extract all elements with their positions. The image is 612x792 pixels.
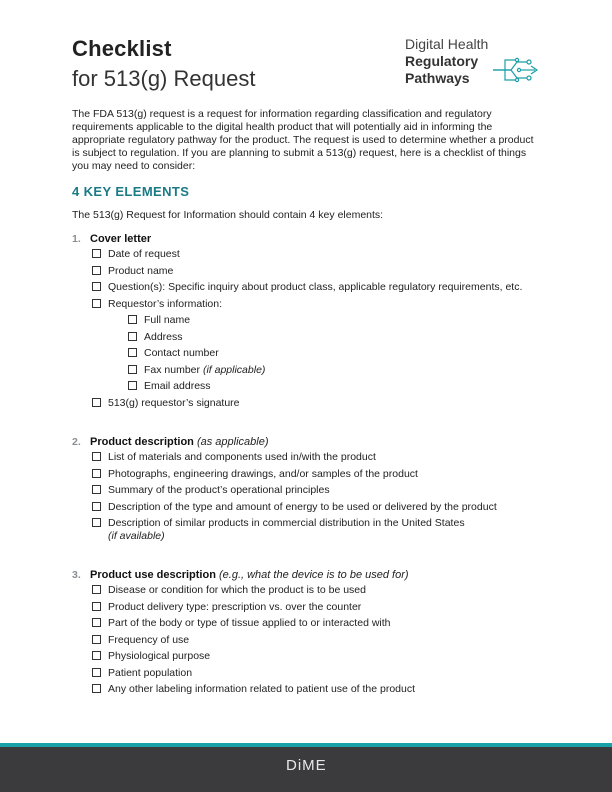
group-title-note: (as applicable) [196, 436, 269, 448]
logo-line-3: Pathways [405, 70, 470, 86]
checkbox[interactable] [92, 452, 101, 461]
item-note: (if available) [108, 529, 165, 542]
item-text: Patient population [108, 666, 193, 679]
item-text: Requestor’s information: [108, 297, 223, 310]
item-text: Address [144, 330, 183, 343]
checkbox[interactable] [92, 518, 101, 527]
group-title-text: Cover letter [90, 233, 152, 245]
checkbox[interactable] [92, 249, 101, 258]
checkbox[interactable] [92, 618, 101, 627]
section-lead: The 513(g) Request for Information should contain 4 key elements: [72, 209, 384, 221]
group-cover-letter [72, 232, 542, 413]
item-text: Frequency of use [108, 633, 190, 646]
item-text: Description of similar products in commercial distribution in the United States [108, 517, 465, 529]
checkbox[interactable] [92, 299, 101, 308]
checklist-item [72, 281, 542, 294]
item-text: Email address [144, 380, 211, 392]
checklist-item [72, 650, 542, 663]
page-title: Checklist [72, 36, 172, 61]
checkbox[interactable] [92, 266, 101, 275]
checkbox[interactable] [92, 585, 101, 594]
item-text: Any other labeling information related to patient use of the product [108, 683, 416, 695]
logo-line-1: Digital Health [405, 36, 489, 52]
checkbox[interactable] [128, 315, 137, 324]
item-text: 513(g) requestor’s signature [108, 396, 240, 409]
checklist-item [72, 468, 542, 481]
checklist-item [72, 667, 542, 680]
item-text: Disease or condition for which the product is to be used [108, 584, 366, 596]
item-text: Summary of the product’s operational principles [108, 484, 330, 496]
checklist-item [72, 298, 542, 311]
checkbox[interactable] [92, 602, 101, 611]
checklist-item [72, 517, 542, 542]
item-text: Full name [144, 314, 191, 326]
checkbox[interactable] [92, 684, 101, 693]
group-title-text: Product description [90, 436, 194, 448]
item-text: List of materials and components used in/with the product [108, 451, 376, 463]
item-text: Contact number [144, 347, 219, 359]
group-title [72, 232, 542, 248]
checkbox[interactable] [92, 668, 101, 677]
checklist-item [72, 397, 542, 410]
item-note: (if applicable) [202, 363, 266, 376]
checklist-item [72, 601, 542, 614]
checklist-item [72, 501, 542, 514]
checklist-item [72, 634, 542, 647]
checklist-item [72, 265, 542, 278]
dime-logo: DiME [286, 757, 327, 774]
section-heading: 4 KEY ELEMENTS [72, 184, 190, 199]
group-product-description [72, 435, 542, 546]
group-title-note: (e.g., what the device is to be used for) [218, 569, 409, 581]
checkbox[interactable] [128, 381, 137, 390]
checklist-item [72, 683, 542, 696]
item-text: Question(s): Specific inquiry about product class, applicable regulatory requirements, etc. [108, 281, 523, 293]
item-text: Description of the type and amount of energy to be used or delivered by the product [108, 500, 497, 513]
checklist-subitem [72, 331, 542, 344]
checklist-subitem [72, 380, 542, 393]
item-text: Product delivery type: prescription vs. over the counter [108, 600, 362, 613]
checkbox[interactable] [92, 502, 101, 511]
checklist-subitem [72, 347, 542, 360]
item-text: Product name [108, 264, 174, 277]
logo-line-2: Regulatory [405, 53, 479, 69]
group-title [72, 568, 542, 584]
intro-paragraph: The FDA 513(g) request is a request for information regarding classification and regulatory requirements applicable to the digital health product that will potentially aid in informing the appropriate regulatory pathway for the product. The request is used to determine whether a product is subject to regulation. If you are planning to submit a 513(g) request, here is a checklist of things you may need to consider: [72, 108, 534, 172]
item-text: Date of request [108, 248, 180, 260]
group-title-text: Product use description [90, 569, 216, 581]
checkbox[interactable] [92, 485, 101, 494]
group-number: 3. [72, 569, 81, 581]
checklist-item [72, 617, 542, 630]
checklist-subitem [72, 314, 542, 327]
item-text: Photographs, engineering drawings, and/or samples of the product [108, 467, 418, 480]
checklist-item [72, 584, 542, 597]
item-text: Physiological purpose [108, 650, 211, 662]
checkbox[interactable] [92, 635, 101, 644]
group-number: 1. [72, 233, 81, 245]
group-product-use [72, 568, 542, 700]
checklist-item [72, 451, 542, 464]
page-subtitle: for 513(g) Request [72, 66, 256, 91]
checkbox[interactable] [92, 651, 101, 660]
checkbox[interactable] [128, 365, 137, 374]
item-text: Part of the body or type of tissue applied to or interacted with [108, 617, 391, 629]
digital-health-logo [405, 36, 545, 94]
checkbox[interactable] [92, 398, 101, 407]
circuit-arrow-icon [491, 54, 541, 86]
checklist-subitem [72, 364, 542, 377]
checkbox[interactable] [128, 332, 137, 341]
checkbox[interactable] [92, 469, 101, 478]
checkbox[interactable] [128, 348, 137, 357]
checklist-item [72, 248, 542, 261]
checklist-item [72, 484, 542, 497]
checkbox[interactable] [92, 282, 101, 291]
group-number: 2. [72, 436, 81, 448]
group-title [72, 435, 542, 451]
item-text: Fax number [144, 363, 203, 376]
